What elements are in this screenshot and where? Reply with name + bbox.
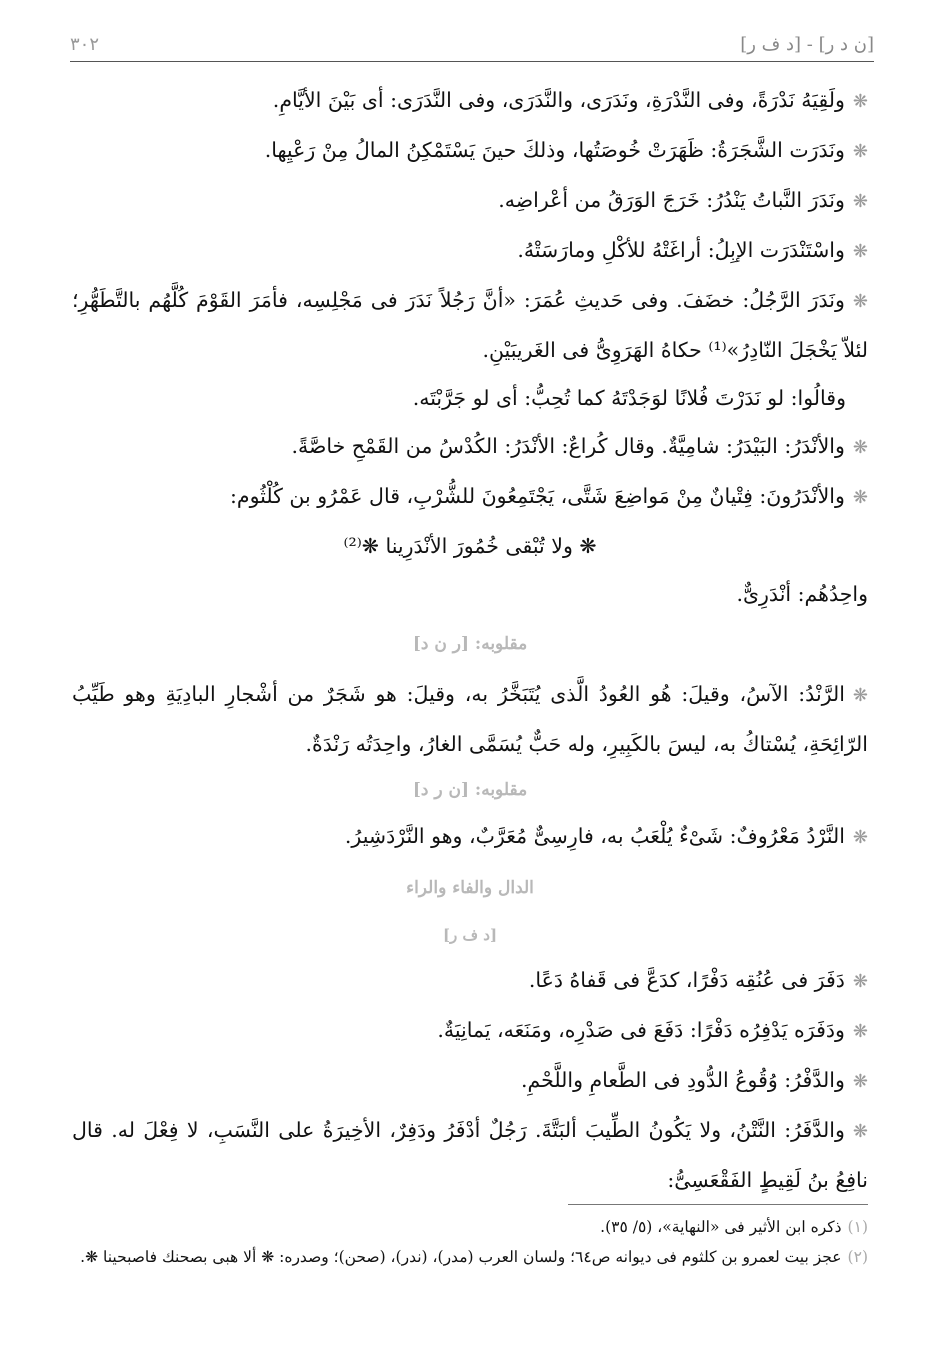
- section-heading: مقلوبه: [ن ر د]: [412, 780, 528, 800]
- paragraph: ❋ولَقِيَهُ نَدْرَةً، وفى النَّدْرَةِ، ونَدَرَى، والنَّدَرَى، وفى النَّدَرَى: أى بَيْنَ الأيَّامِ.: [272, 88, 868, 112]
- asterism-icon: ❋: [852, 1021, 868, 1042]
- paragraph: ❋والدَّفْرُ: وُقُوعُ الدُّودِ فى الطَّعامِ واللَّحْمِ.: [520, 1068, 868, 1092]
- asterism-icon: ❋: [852, 827, 868, 848]
- verse-line: ❋ ولا تُبْقى خُمُورَ الأنْدَرِينا ❋⁽²⁾: [343, 534, 597, 558]
- asterism-icon: ❋: [852, 1071, 868, 1092]
- section-heading: مقلوبه: [ر ن د]: [412, 634, 528, 654]
- page-number: ٣٠٢: [70, 34, 100, 55]
- asterism-icon: ❋: [852, 241, 868, 262]
- header-rule: [70, 61, 874, 62]
- asterism-icon: ❋: [852, 971, 868, 992]
- paragraph: ❋والأنْدَرُ: البَيْدَرُ: شامِيَّةٌ. وقال كُراعٌ: الأنْدَرُ: الكُدْسُ من القَمْحِ خاصَّةً.: [291, 434, 868, 458]
- asterism-icon: ❋: [852, 141, 868, 162]
- paragraph: ❋دَفَرَ فى عُنُقِه دَفْرًا، كدَعَّ فى قَفاهُ دَعًا.: [528, 968, 868, 992]
- paragraph: ❋النَّرْدُ مَعْرُوفٌ: شَىْءٌ يُلْعَبُ به، فارِسِىٌّ مُعَرَّبٌ، وهو النَّرْدَشِيرُ.: [344, 824, 868, 848]
- paragraph: ❋والدَّفَرُ: النَّتْنُ، ولا يَكُونُ الطِّيبَ ألبَتَّةَ. رَجُلٌ أدْفَرُ ودَفِرٌ، الأخِيرَةُ على النَّسَبِ، لا فِعْلَ له. قال نافِعُ بنُ لَقِيطٍ الفَقْعَسِىُّ:: [72, 1118, 868, 1192]
- asterism-icon: ❋: [852, 191, 868, 212]
- main-text: [72, 76, 868, 1204]
- header-title: [ن د ر] - [د ف ر]: [740, 34, 874, 55]
- asterism-icon: ❋: [852, 685, 868, 706]
- chapter-heading: الدال والفاء والراء: [406, 878, 534, 898]
- paragraph: واحِدُهُم: أنْدَرِىٌّ.: [736, 582, 868, 606]
- paragraph: ❋الرَّنْدُ: الآسُ، وقيلَ: هُو العُودُ الَّذى يُتَبَخَّرُ به، وقيلَ: هو شَجَرٌ من أشْجارِ البادِيَةِ وهو طَيِّبُ الرّائِحَةِ، يُسْتاكُ به، ليسَ بالكَبِيرِ، وله حَبٌّ يُسَمَّى الغارُ، واحِدَتُه رَنْدَةٌ.: [72, 682, 868, 756]
- footnote-number: (١): [847, 1218, 868, 1236]
- asterism-icon: ❋: [852, 91, 868, 112]
- asterism-icon: ❋: [852, 437, 868, 458]
- paragraph: ❋ونَدَرَ الرَّجُلُ: خضَفَ. وفى حَديثِ عُمَرَ: «أنَّ رَجُلاً نَدَرَ فى مَجْلِسِه، فأمَرَ القَوْمَ كُلَّهُم بالتَّطَهُّرِ؛ لئلاّ يَخْجَلَ النّادِرُ»⁽¹⁾ حكاهُ الهَرَوِىُّ فى الغَريبَيْنِ.: [72, 288, 868, 362]
- footnote: (٢)عجز بيت لعمرو بن كلثوم فى ديوانه ص٦٤؛ ولسان العرب (مدر)، (ندر)، (صحن)؛ وصدره: ❋ ألا هبى بصحنك فاصبحينا ❋.: [80, 1248, 868, 1266]
- footnote-rule: [568, 1204, 868, 1205]
- paragraph: ❋ونَدَرَت الشَّجَرَةُ: ظَهَرَتْ خُوصَتُها، وذلكَ حينَ يَسْتَمْكِنُ المالُ مِنْ رَعْيِها.: [264, 138, 868, 162]
- root-heading: [د ف ر]: [442, 926, 498, 944]
- asterism-icon: ❋: [852, 291, 868, 312]
- footnote-number: (٢): [847, 1248, 868, 1266]
- footnote: (١)ذكره ابن الأثير فى «النهاية»، (٥/ ٣٥).: [600, 1218, 868, 1236]
- footnotes: [80, 1212, 868, 1272]
- paragraph: ❋والأنْدَرُونَ: فِتْيانٌ مِنْ مَواضِعَ شَتَّى، يَجْتَمِعُونَ للشُّرْبِ، قال عَمْرُو بن كُلْثُوم:: [229, 484, 868, 508]
- paragraph: ❋واسْتَنْدَرَت الإبِلُ: أراغَتْهُ للأكْلِ ومارَسَتْهُ.: [517, 238, 868, 262]
- asterism-icon: ❋: [852, 487, 868, 508]
- paragraph: ❋ودَفَرَه يَدْفِرُه دَفْرًا: دَفَعَ فى صَدْرِه، ومَنَعَه، يَمانِيَةٌ.: [437, 1018, 868, 1042]
- paragraph: ❋ونَدَرَ النَّباتُ يَنْدُرُ: خَرَجَ الوَرَقُ من أعْراضِه.: [498, 188, 868, 212]
- running-header: [70, 30, 874, 62]
- asterism-icon: ❋: [852, 1121, 868, 1142]
- paragraph: وقالُوا: لو نَدَرْتَ فُلانًا لوَجَدْتَهُ كما تُحِبُّ: أى لو جَرَّبْتَه.: [412, 386, 846, 410]
